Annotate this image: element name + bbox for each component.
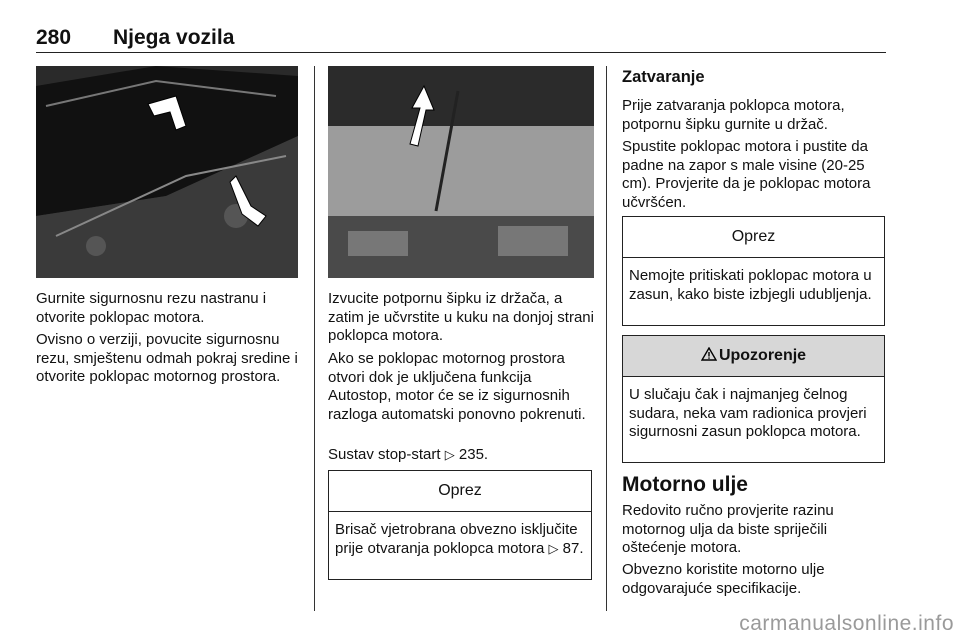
col3-paragraph-3: Redovito ručno provjerite razinu motornog ulja da biste spriječili oštećenje motora. xyxy=(622,502,834,556)
watermark: carmanualsonline.info xyxy=(739,612,954,635)
illustration-hood-latch xyxy=(36,66,298,278)
warning-box xyxy=(622,335,885,463)
warning-title: Upozorenje xyxy=(718,347,807,364)
caution-box-1 xyxy=(328,470,592,580)
caution-body: Nemojte pritiskati poklopac motora u zasun, kako biste izbjegli udubljenja. xyxy=(629,267,872,303)
caution-body xyxy=(329,512,591,568)
section-title: Njega vozila xyxy=(113,26,235,49)
caution-box-2 xyxy=(622,216,885,326)
heading-closing: Zatvaranje xyxy=(622,68,705,86)
col3-paragraph-1: Prije zatvaranja poklopca motora, potpornu šipku gurnite u držač. xyxy=(622,97,845,133)
warning-body: U slučaju čak i najmanjeg čelnog sudara, neka vam radionica provjeri sigurnosni zasun poklopca motora. xyxy=(629,386,867,440)
caution-ref[interactable]: 87. xyxy=(562,539,584,557)
ref-arrow-icon: ▷ xyxy=(444,448,455,463)
col2-p3-text: Sustav stop-start xyxy=(328,446,441,463)
ref-arrow-icon: ▷ xyxy=(548,541,559,557)
caution-body-text: Brisač vjetrobrana obvezno isključite prije otvaranja poklopca motora xyxy=(335,521,578,557)
page-number: 280 xyxy=(36,26,72,49)
warning-triangle-icon xyxy=(701,347,717,361)
col3-paragraph-2: Spustite poklopac motora i pustite da padne na zapor s male visine (20-25 cm). Provjerite da je poklopac motora učvršćen. xyxy=(622,138,871,211)
col2-paragraph-2: Ako se poklopac motornog prostora otvori dok je uključena funkcija Autostop, motor će se iz sigurnosnih razloga automatski ponovno pokrenuti. xyxy=(328,350,586,423)
col1-paragraph-1: Gurnite sigurnosnu rezu nastranu i otvorite poklopac motora. xyxy=(36,290,267,326)
heading-engine-oil: Motorno ulje xyxy=(622,473,748,496)
col1-paragraph-2: Ovisno o verziji, povucite sigurnosnu rezu, smještenu odmah pokraj sredine i otvorite poklopac motornog prostora. xyxy=(36,331,298,385)
warning-header xyxy=(623,336,884,377)
col3-paragraph-4: Obvezno koristite motorno ulje odgovarajuće specifikacije. xyxy=(622,561,825,597)
col2-paragraph-3 xyxy=(328,446,594,466)
illustration-hood-support-rod xyxy=(328,66,594,278)
page-header xyxy=(36,26,886,53)
caution-title: Oprez xyxy=(623,217,884,258)
caution-title: Oprez xyxy=(329,471,591,512)
col2-paragraph-1: Izvucite potpornu šipku iz držača, a zatim je učvrstite u kuku na donjoj strani poklopca motora. xyxy=(328,290,594,344)
col2-p3-ref[interactable]: 235. xyxy=(458,446,489,463)
column-divider-1 xyxy=(314,66,315,611)
column-divider-2 xyxy=(606,66,607,611)
